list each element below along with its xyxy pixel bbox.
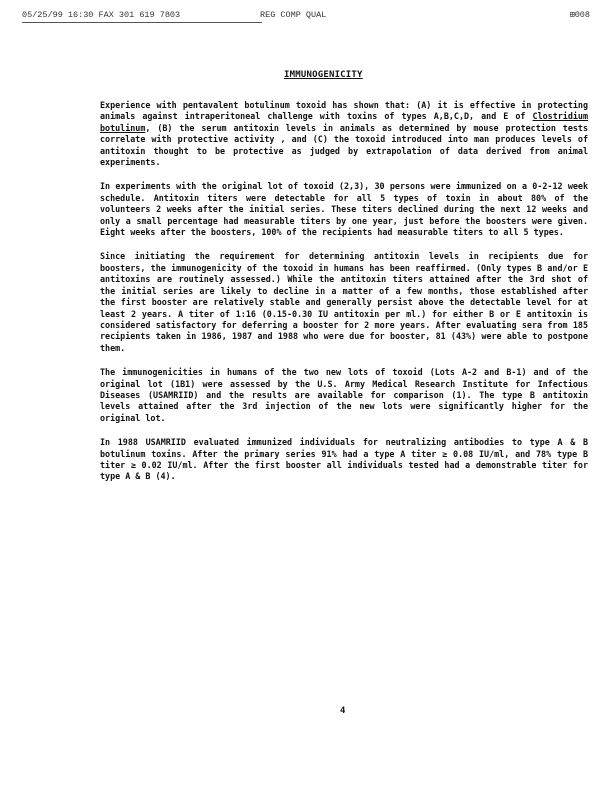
fax-header-divider — [22, 22, 262, 23]
page-number: 4 — [340, 706, 346, 716]
paragraph-efficacy — [100, 100, 588, 168]
page-title: IMMUNOGENICITY — [284, 70, 363, 80]
fax-header-datetime-number: 05/25/99 16:30 FAX 301 619 7803 — [22, 10, 181, 20]
paragraph-booster-requirements: Since initiating the requirement for determining antitoxin levels in recipients due for boosters, the immunogenicity of the toxoid in humans has been reaffirmed. (Only types B and/or E antitoxins are routinely assessed.) While the antitoxin titers attained after the 3rd shot of the initial series are likely to decline in a matter of a few months, those established after the first booster are relatively stable and generally persist above the detectable level for at least 2 years. A titer of 1:16 (0.15-0.30 IU antitoxin per ml.) for either B or E antitoxin is considered satisfactory for deferring a booster for 2 more years. After evaluating sera from 185 recipients taken in 1986, 1987 and 1988 who were due for booster, 81 (43%) were able to postpone them. — [100, 251, 588, 353]
organism-genus: Clostridium — [532, 111, 588, 122]
organism-species: botulinum — [100, 122, 146, 133]
paragraph-usamriid-1988: In 1988 USAMRIID evaluated immunized individuals for neutralizing antibodies to type A & B botulinum toxins. After the primary series 91% had a type A titer ≥ 0.08 IU/ml, and 78% type B titer ≥ 0.02 IU/ml. After the first booster all individuals tested had a demonstrable titer for type A & B (4). — [100, 437, 588, 482]
paragraph-efficacy-text-a: Experience with pentavalent botulinum toxoid has shown that: (A) it is effective in protecting animals against intraperitoneal challenge with toxins of types A,B,C,D, and E of — [100, 100, 588, 122]
paragraph-efficacy-text-b: , (B) the serum antitoxin levels in animals as determined by mouse protection tests correlate with protective activity , and (C) the toxoid introduced into man produces levels of antitoxin thought to be protective as judged by extrapolation of data derived from animal experiments. — [100, 122, 588, 168]
fax-header-department: REG COMP QUAL — [260, 10, 327, 20]
document-body — [100, 100, 588, 496]
paragraph-new-lots: The immunogenicities in humans of the two new lots of toxoid (Lots A-2 and B-1) and of the original lot (1B1) were assessed by the U.S. Army Medical Research Institute for Infectious Diseases (USAMRIID) and the results are available for comparison (1). The type B antitoxin levels attained after the 3rd injection of the new lots were significantly higher for the original lot. — [100, 367, 588, 423]
paragraph-original-lot: In experiments with the original lot of toxoid (2,3), 30 persons were immunized on a 0-2-12 week schedule. Antitoxin titers were detectable for all 5 types of toxin in about 80% of the volunteers 2 weeks after the initial series. These titers declined during the next 12 weeks and only a small percentage had measurable titers by one year, just before the boosters were given. Eight weeks after the boosters, 100% of the recipients had measurable titers to all 5 types. — [100, 181, 588, 238]
fax-header-page-code: ⊞008 — [569, 10, 590, 20]
